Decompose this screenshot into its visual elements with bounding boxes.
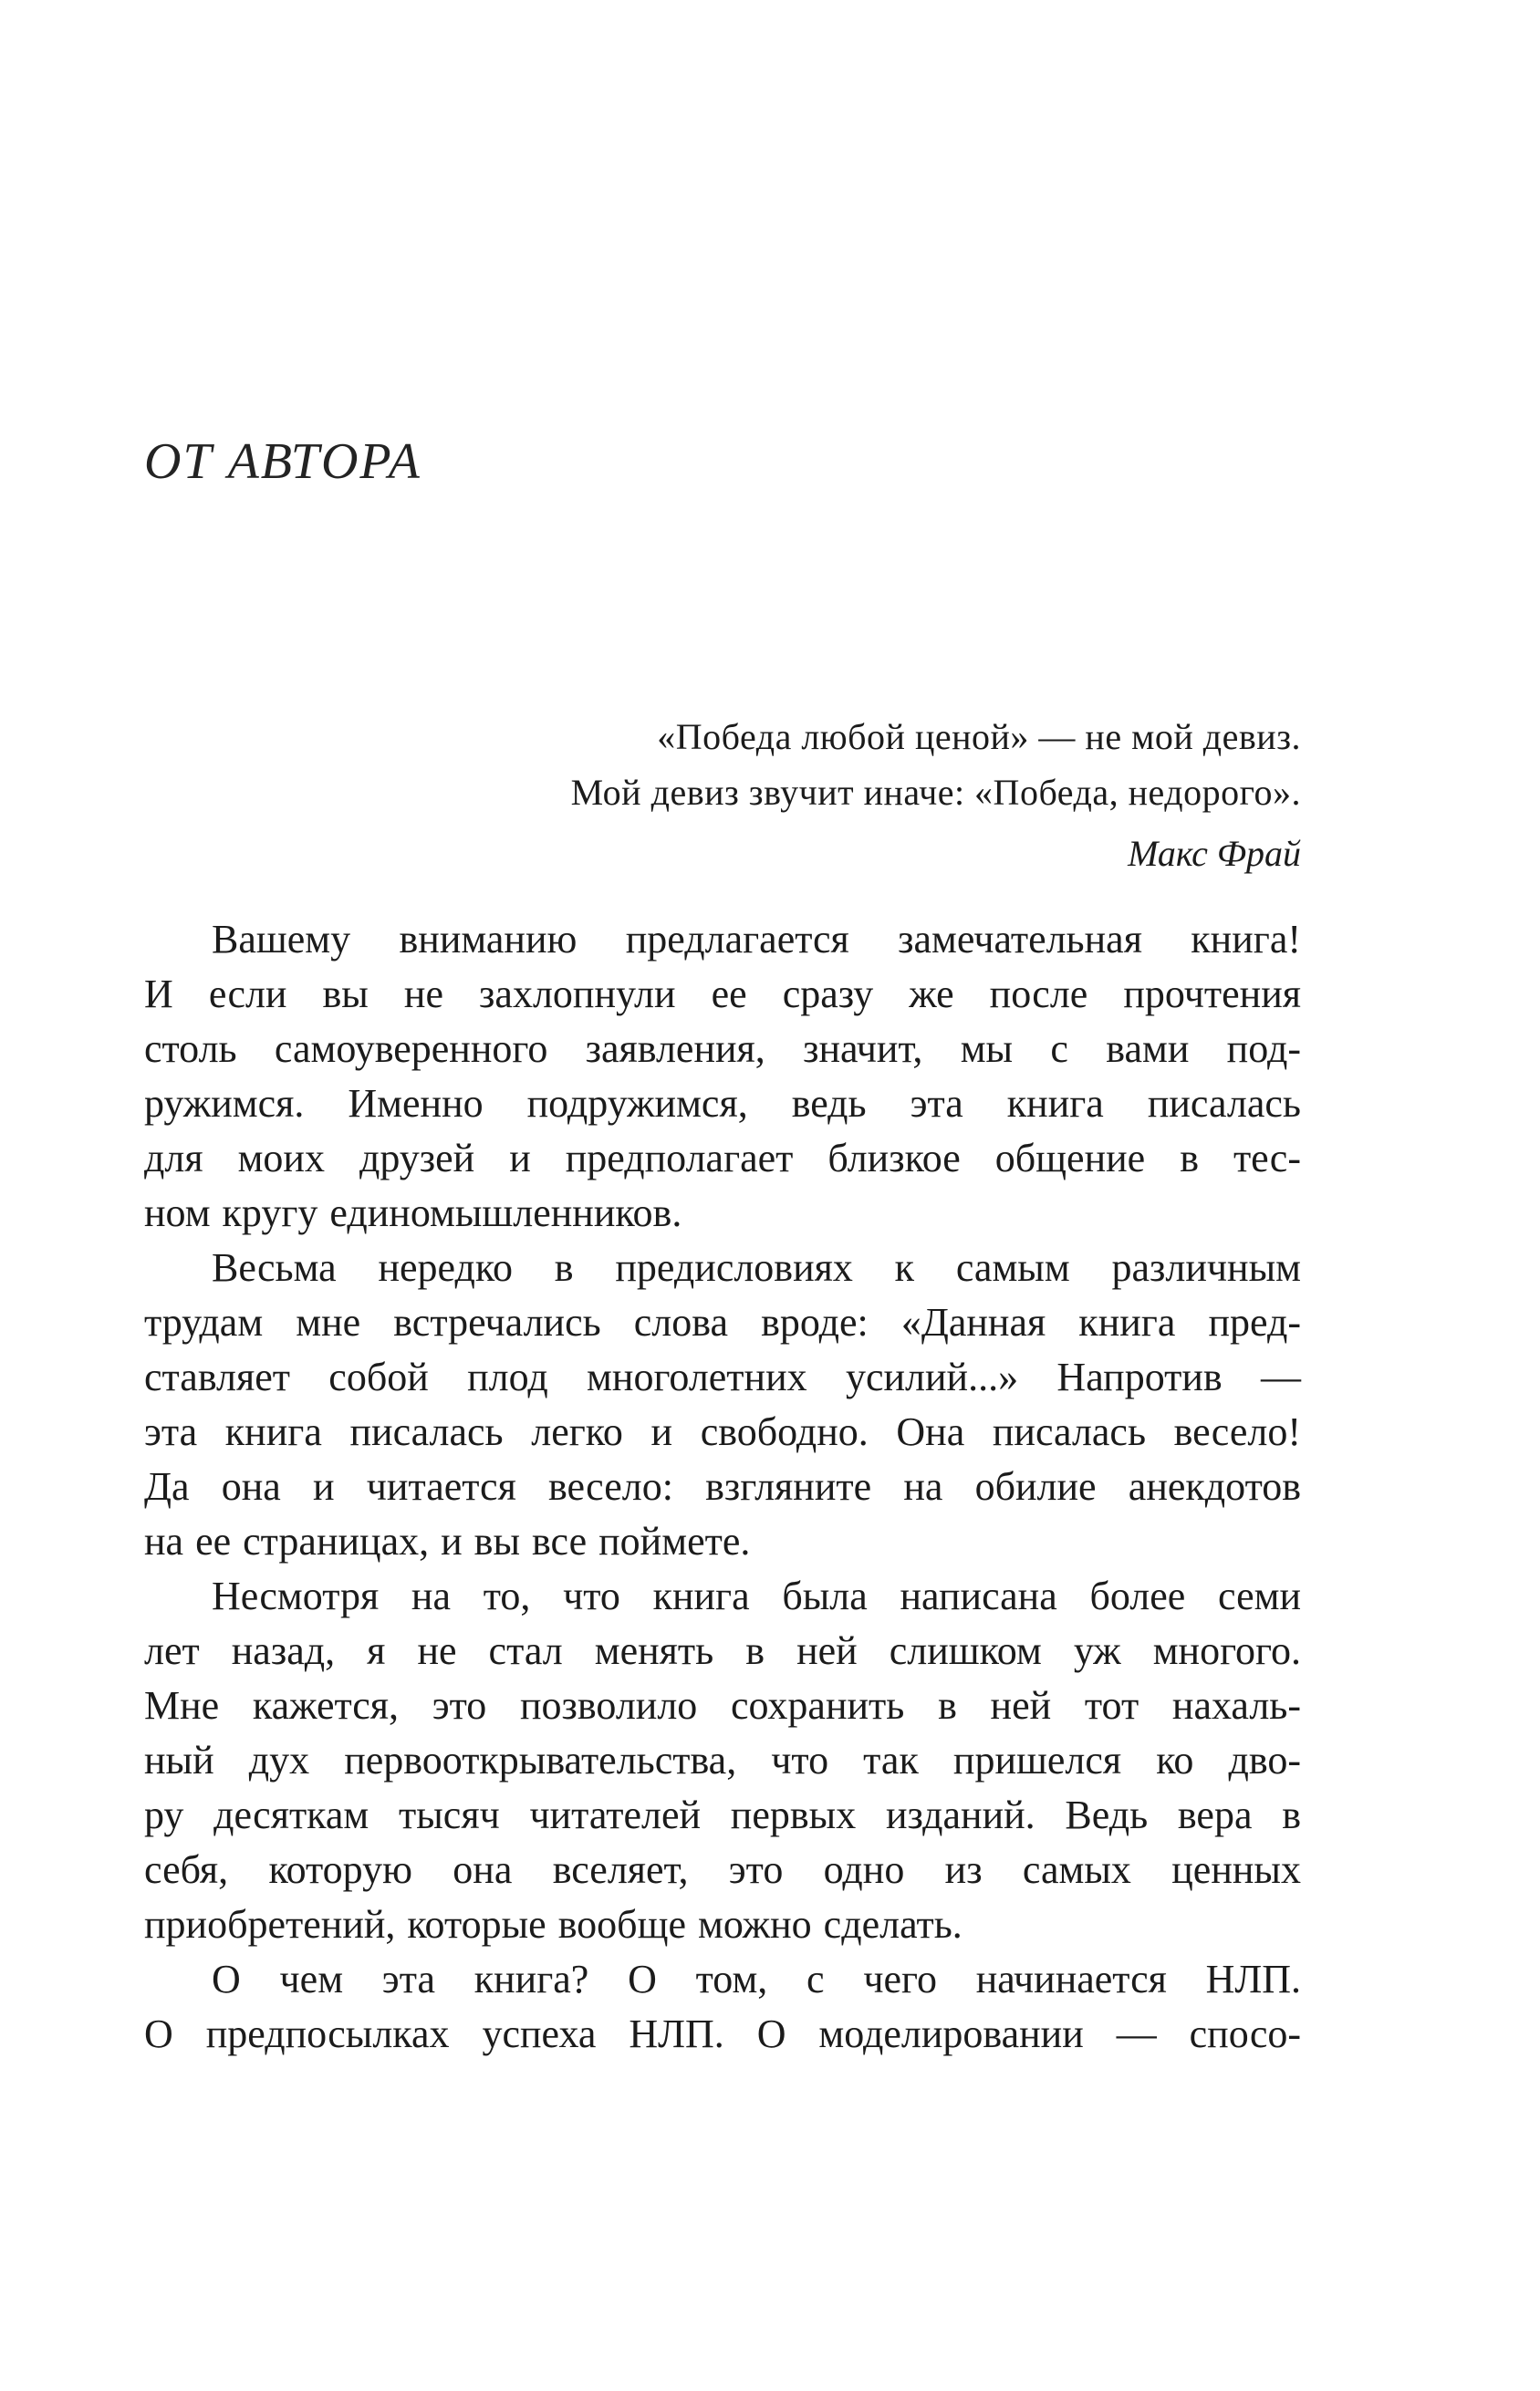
body-text <box>144 912 1301 2062</box>
text-line: О чем эта книга? О том, с чего начинается НЛП. <box>212 1957 1301 2001</box>
paragraph <box>144 1569 1301 1952</box>
text-line: О предпосылках успеха НЛП. О моделировании — спосо- <box>144 2012 1301 2056</box>
text-line: трудам мне встречались слова вроде: «Данная книга пред- <box>144 1300 1301 1345</box>
text-line: Мне кажется, это позволило сохранить в ней тот нахаль- <box>144 1683 1301 1728</box>
text-line: ставляет собой плод многолетних усилий...» Напротив — <box>144 1355 1301 1399</box>
text-line: лет назад, я не стал менять в ней слишком уж многого. <box>144 1628 1301 1673</box>
text-line: приобретений, которые вообще можно сделать. <box>144 1902 962 1947</box>
text-line: И если вы не захлопнули ее сразу же после прочтения <box>144 972 1301 1016</box>
text-line: ном кругу единомышленников. <box>144 1190 682 1235</box>
text-line: столь самоуверенного заявления, значит, мы с вами под- <box>144 1026 1301 1071</box>
chapter-title: ОТ АВТОРА <box>144 433 421 490</box>
epigraph-attribution: Макс Фрай <box>1128 833 1301 874</box>
text-line: на ее страницах, и вы все поймете. <box>144 1519 751 1564</box>
paragraph <box>144 912 1301 1241</box>
text-line: Вашему вниманию предлагается замечательная книга! <box>212 917 1301 962</box>
text-line: Да она и читается весело: взгляните на обилие анекдотов <box>144 1464 1301 1509</box>
paragraph <box>144 1952 1301 2062</box>
text-line: ный дух первооткрывательства, что так пришелся ко дво- <box>144 1738 1301 1783</box>
epigraph <box>144 709 1301 881</box>
text-line: ружимся. Именно подружимся, ведь эта книга писалась <box>144 1081 1301 1126</box>
text-line: для моих друзей и предполагает близкое общение в тес- <box>144 1136 1301 1180</box>
text-line: ру десяткам тысяч читателей первых изданий. Ведь вера в <box>144 1793 1301 1837</box>
paragraph <box>144 1241 1301 1569</box>
text-line: Весьма нередко в предисловиях к самым различным <box>212 1245 1301 1290</box>
epigraph-line: «Победа любой ценой» — не мой девиз. <box>657 716 1301 757</box>
text-line: Несмотря на то, что книга была написана более семи <box>212 1574 1301 1618</box>
epigraph-line: Мой девиз звучит иначе: «Победа, недорого». <box>570 772 1301 813</box>
text-line: себя, которую она вселяет, это одно из самых ценных <box>144 1847 1301 1892</box>
text-line: эта книга писалась легко и свободно. Она писалась весело! <box>144 1409 1301 1454</box>
